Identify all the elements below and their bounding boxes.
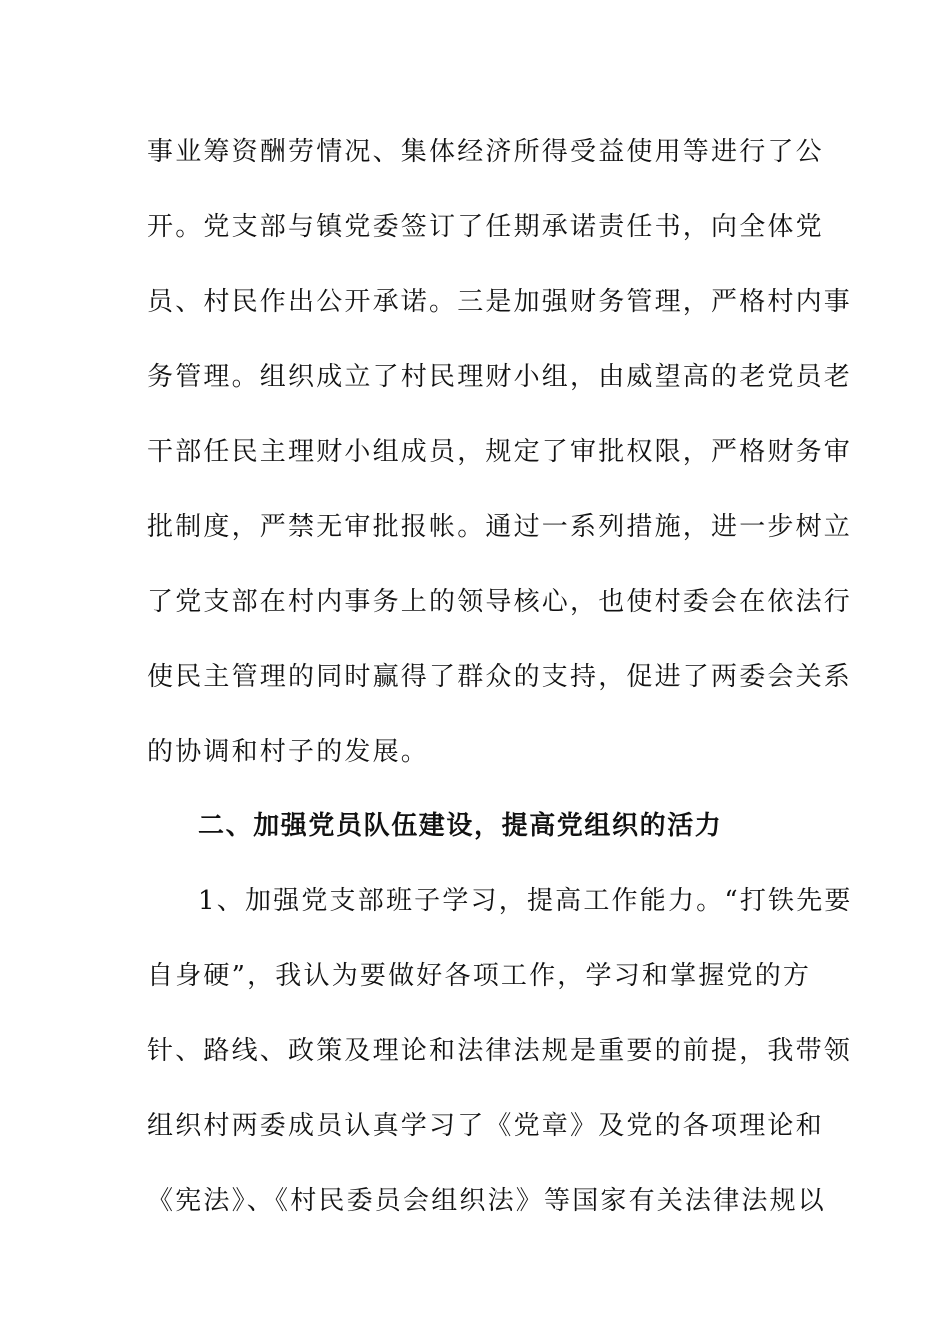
body-text-line: 《宪法》、《村民委员会组织法》等国家有关法律法规以 xyxy=(147,1186,827,1216)
body-text-line: 开。党支部与镇党委签订了任期承诺责任书，向全体党 xyxy=(147,212,824,242)
body-text-line: 务管理。组织成立了村民理财小组，由威望高的老党员老 xyxy=(147,362,853,392)
section-heading: 二、加强党员队伍建设，提高党组织的活力 xyxy=(198,811,723,841)
body-text-line: 1、加强党支部班子学习，提高工作能力。“打铁先要 xyxy=(198,886,853,916)
body-text-line: 批制度，严禁无审批报帐。通过一系列措施，进一步树立 xyxy=(147,512,853,542)
body-text-line: 了党支部在村内事务上的领导核心，也使村委会在依法行 xyxy=(147,587,853,617)
body-text-line: 员、村民作出公开承诺。三是加强财务管理，严格村内事 xyxy=(147,287,853,317)
body-text-line: 使民主管理的同时赢得了群众的支持，促进了两委会关系 xyxy=(147,662,853,692)
body-text-line: 事业筹资酬劳情况、集体经济所得受益使用等进行了公 xyxy=(147,137,824,167)
body-text-line: 的协调和村子的发展。 xyxy=(147,737,430,767)
body-text-line: 干部任民主理财小组成员，规定了审批权限，严格财务审 xyxy=(147,437,853,467)
body-text-line: 针、路线、政策及理论和法律法规是重要的前提，我带领 xyxy=(147,1036,853,1066)
body-text-line: 组织村两委成员认真学习了《党章》及党的各项理论和 xyxy=(147,1111,824,1141)
body-text-line: 自身硬”，我认为要做好各项工作，学习和掌握党的方 xyxy=(147,961,812,991)
